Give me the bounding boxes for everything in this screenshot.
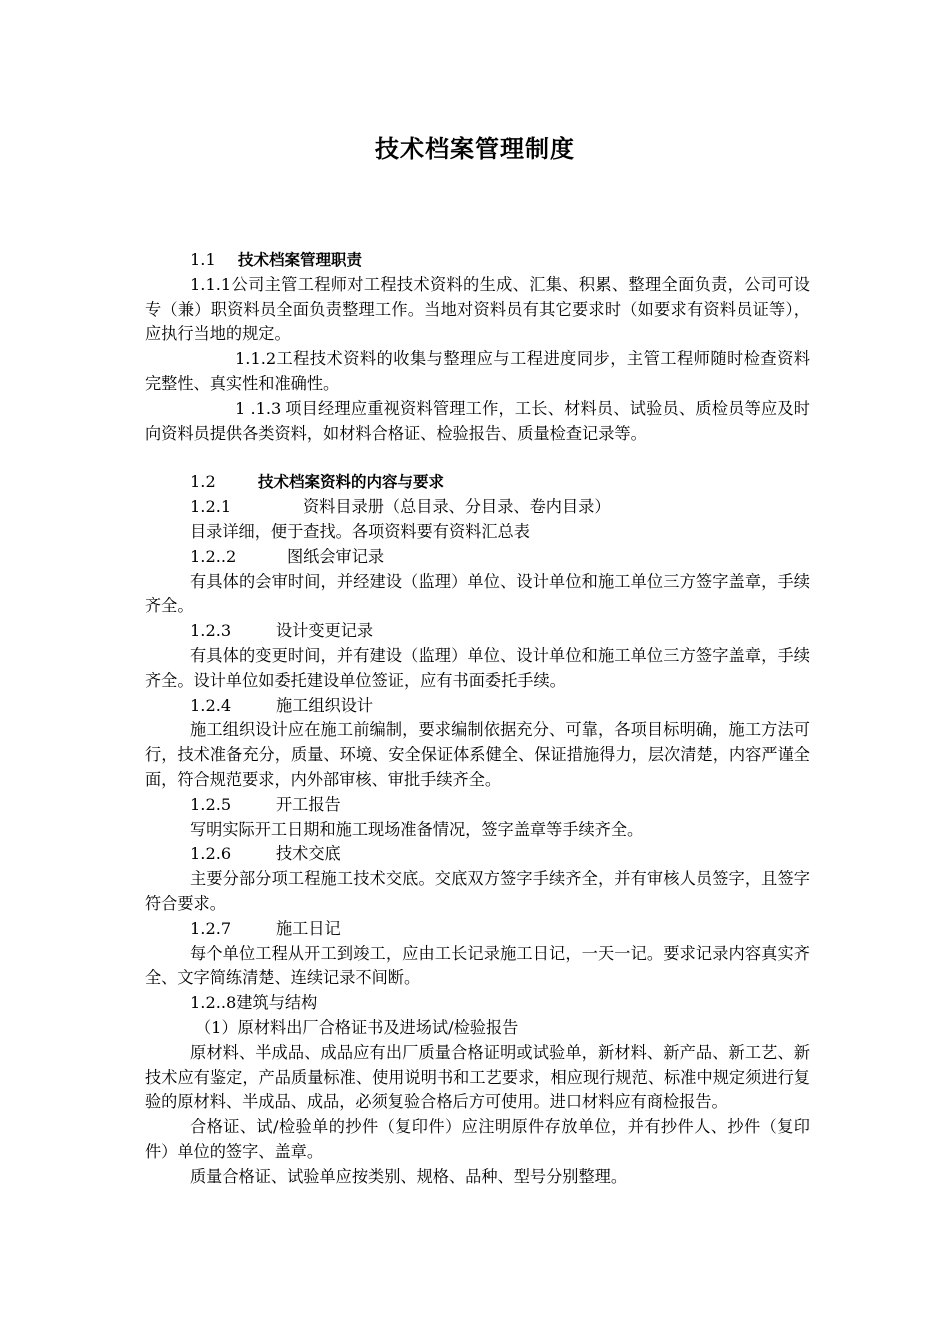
item-number: 1.2.5 — [190, 794, 232, 814]
clause-text: 工程技术资料的收集与整理应与工程进度同步，主管工程师随时检查资料完整性、真实性和准确性。 — [145, 349, 810, 393]
item-heading-1-2-5 — [145, 793, 810, 818]
item-text-1-2-1: 目录详细，便于查找。各项资料要有资料汇总表 — [190, 521, 530, 541]
section-title: 技术档案管理职责 — [238, 251, 363, 269]
paragraph-1-1-1: 1.1.1公司主管工程师对工程技术资料的生成、汇集、积累、整理全面负责，公司可设专（兼）职资料员全面负责整理工作。当地对资料员有其它要求时（如要求有资料员证等），应执行当地的规定。 — [145, 274, 810, 344]
paragraph-raw-materials-3: 质量合格证、试验单应按类别、规格、品种、型号分别整理。 — [190, 1166, 628, 1186]
paragraph-1-1-2 — [145, 347, 810, 397]
item-number: 1.2..2 — [190, 546, 237, 566]
section-spacer — [145, 446, 810, 470]
item-title: 开工报告 — [276, 794, 341, 814]
section-heading-1-2 — [145, 470, 810, 495]
item-title: 资料目录册（总目录、分目录、卷内目录） — [303, 497, 611, 517]
clause-number: 1.1.2 — [235, 349, 277, 369]
item-heading-1-2-7 — [145, 917, 810, 942]
paragraph-raw-materials-1: 原材料、半成品、成品应有出厂质量合格证明或试验单，新材料、新产品、新工艺、新技术应有鉴定，产品质量标准、使用说明书和工艺要求，相应现行规范、标准中规定须进行复验的原材料、半成品、成品，必须复验合格后方可使用。进口材料应有商检报告。 — [145, 1042, 810, 1112]
item-text-1-2-5: 写明实际开工日期和施工现场准备情况，签字盖章等手续齐全。 — [190, 819, 644, 839]
clause-text: 项目经理应重视资料管理工作，工长、材料员、试验员、质检员等应及时向资料员提供各类资料，如材料合格证、检验报告、质量检查记录等。 — [145, 398, 810, 443]
item-number: 1.2.4 — [190, 695, 232, 715]
item-heading-1-2-6 — [145, 842, 810, 867]
item-heading-1-2-2 — [145, 545, 810, 570]
item-heading-1-2-8: 1.2..8建筑与结构 — [190, 993, 318, 1013]
item-number: 1.2.6 — [190, 844, 232, 864]
item-text-1-2-7: 每个单位工程从开工到竣工，应由工长记录施工日记，一天一记。要求记录内容真实齐全、文字简练清楚、连续记录不间断。 — [145, 943, 810, 988]
item-title: 图纸会审记录 — [287, 546, 385, 566]
clause-number: 1 .1.3 — [235, 398, 282, 418]
item-heading-1-2-3 — [145, 619, 810, 644]
section-heading-1-1 — [145, 248, 810, 273]
item-title: 技术交底 — [276, 844, 341, 864]
paragraph-1-1-3 — [145, 397, 810, 447]
item-text-1-2-6: 主要分部分项工程施工技术交底。交底双方签字手续齐全，并有审核人员签字，且签字符合要求。 — [145, 869, 810, 913]
item-heading-1-2-1 — [145, 495, 810, 520]
item-text-1-2-4: 施工组织设计应在施工前编制，要求编制依据充分、可靠，各项目标明确，施工方法可行，技术准备充分，质量、环境、安全保证体系健全、保证措施得力，层次清楚，内容严谨全面，符合规范要求，内外部审核、审批手续齐全。 — [145, 720, 810, 789]
section-title: 技术档案资料的内容与要求 — [258, 473, 445, 492]
sub-heading-raw-materials: （1）原材料出厂合格证书及进场试/检验报告 — [195, 1017, 519, 1037]
item-text-1-2-2: 有具体的会审时间，并经建设（监理）单位、设计单位和施工单位三方签字盖章，手续齐全。 — [145, 571, 810, 616]
section-number: 1.2 — [190, 472, 216, 492]
paragraph-raw-materials-2: 合格证、试/检验单的抄件（复印件）应注明原件存放单位，并有抄件人、抄件（复印件）单位的签字、盖章。 — [145, 1117, 810, 1161]
item-heading-1-2-4 — [145, 694, 810, 719]
section-number: 1.1 — [190, 250, 216, 269]
document-title: 技术档案管理制度 — [375, 135, 575, 163]
item-number: 1.2.1 — [190, 497, 232, 517]
item-number: 1.2.3 — [190, 621, 232, 641]
item-title: 施工组织设计 — [276, 695, 374, 715]
item-text-1-2-3: 有具体的变更时间，并有建设（监理）单位、设计单位和施工单位三方签字盖章，手续齐全。设计单位如委托建设单位签证，应有书面委托手续。 — [145, 645, 810, 690]
document-body — [145, 248, 810, 1189]
item-title: 设计变更记录 — [276, 621, 374, 641]
item-title: 施工日记 — [276, 918, 341, 938]
item-number: 1.2.7 — [190, 918, 232, 938]
